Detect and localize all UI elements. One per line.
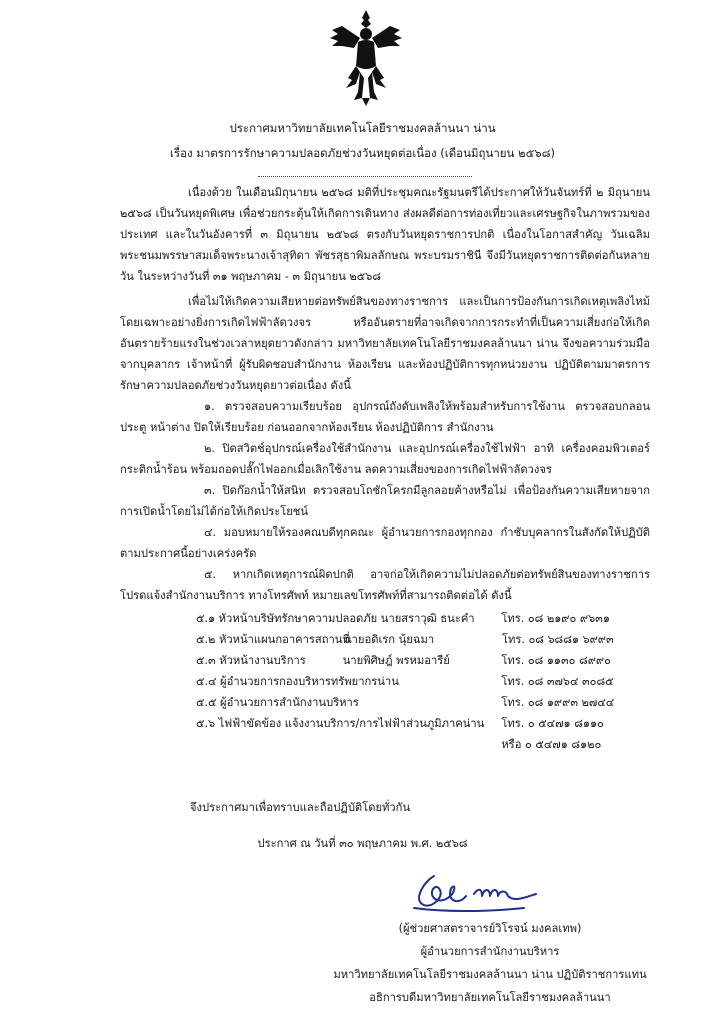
document-subject: เรื่อง มาตรการรักษาความปลอดภัยช่วงวันหยุดต่อเนื่อง (เดือนมิถุนายน ๒๕๖๘) [169, 146, 555, 160]
dotted-divider [258, 176, 472, 177]
announcement-body [120, 182, 650, 755]
contact-row [196, 692, 650, 713]
contact-person: นายพิศิษฎ์ พรหมอารีย์ [342, 654, 450, 667]
announcement-date: ประกาศ ณ วันที่ ๓๐ พฤษภาคม พ.ศ. ๒๕๖๘ [257, 837, 468, 850]
contact-title: ๕.๑ หัวหน้าบริษัทรักษาความปลอดภัย นายสราวุฒิ ธนะคำ [196, 612, 475, 625]
contact-phone: โทร. ๐๘ ๖๘๘๑ ๖๙๙๓ [501, 633, 614, 646]
signer-on-behalf: อธิการบดีมหาวิทยาลัยเทคโนโลยีราชมงคลล้านนา [369, 991, 611, 1004]
contact-row [196, 713, 650, 734]
measure-item-1: ๑. ตรวจสอบความเรียบร้อย อุปกรณ์ถังดับเพลิงให้พร้อมสำหรับการใช้งาน ตรวจสอบกลอนประตู หน้าต่าง ปิดให้เรียบร้อย ก่อนออกจากห้องเรียน ห้องปฏิบัติการ สำนักงาน [120, 400, 650, 434]
contact-title: ๕.๓ หัวหน้างานบริการ [196, 654, 306, 667]
intro-paragraph: เนื่องด้วย ในเดือนมิถุนายน ๒๕๖๘ มติที่ประชุมคณะรัฐมนตรีได้ประกาศให้วันจันทร์ที่ ๒ มิถุนายน ๒๕๖๘ เป็นวันหยุดพิเศษ เพื่อช่วยกระตุ้นให้เกิดการเดินทาง ส่งผลดีต่อการท่องเที่ยวและเศรษฐกิจในภาพรวมของประเทศ และในวันอังคารที่ ๓ มิถุนายน ๒๕๖๘ ตรงกับวันหยุดราชการปกติ เนื่องในโอกาสสำคัญ วันเฉลิมพระชนมพรรษาสมเด็จพระนางเจ้าสุทิดา พัชรสุธาพิมลลักษณ พระบรมราชินี จึงมีวันหยุดราชการติดต่อกันหลายวัน ในระหว่างวันที่ ๓๑ พฤษภาคม - ๓ มิถุนายน ๒๕๖๘ [120, 186, 650, 283]
contact-row [196, 671, 650, 692]
contact-phone: โทร. ๐ ๕๔๗๑ ๘๑๑๐ [501, 717, 604, 730]
contact-phone: หรือ ๐ ๕๔๗๑ ๘๑๒๐ [501, 738, 602, 751]
measure-item-4: ๔. มอบหมายให้รองคณบดีทุกคณะ ผู้อำนวยการกองทุกกอง กำชับบุคลากรในสังกัดให้ปฏิบัติตามประกาศนี้อย่างเคร่งครัด [120, 526, 650, 560]
measure-item-2: ๒. ปิดสวิตช์อุปกรณ์เครื่องใช้สำนักงาน และอุปกรณ์เครื่องใช้ไฟฟ้า อาทิ เครื่องคอมพิวเตอร์ กระติกน้ำร้อน พร้อมถอดปลั๊กไฟออกเมื่อเลิกใช้งาน ลดความเสี่ยงของการเกิดไฟฟ้าลัดวงจร [120, 442, 650, 476]
garuda-emblem-icon [328, 8, 404, 108]
contact-title: ๕.๖ ไฟฟ้าขัดข้อง แจ้งงานบริการ/การไฟฟ้าส่วนภูมิภาคน่าน [196, 717, 485, 730]
contact-phone: โทร. ๐๘ ๓๗๖๔ ๓๐๘๕ [501, 675, 614, 688]
contact-phone: โทร. ๐๘ ๑๑๓๐ ๘๙๙๐ [501, 654, 611, 667]
document-title: ประกาศมหาวิทยาลัยเทคโนโลยีราชมงคลล้านนา น่าน [229, 121, 496, 135]
contact-title: ๕.๔ ผู้อำนวยการกองบริหารทรัพยากรน่าน [196, 675, 399, 688]
contact-row [196, 734, 650, 755]
signature-icon [404, 868, 554, 916]
purpose-paragraph: เพื่อไม่ให้เกิดความเสียหายต่อทรัพย์สินของทางราชการ และเป็นการป้องกันการเกิดเหตุเพลิงไหม้ โดยเฉพาะอย่างยิ่งการเกิดไฟฟ้าลัดวงจร หรืออันตรายที่อาจเกิดจากการกระทำที่เป็นความเสี่ยงก่อให้เกิดอันตรายร้ายแรงในช่วงเวลาหยุดยาวดังกล่าว มหาวิทยาลัยเทคโนโลยีราชมงคลล้านนา น่าน จึงขอความร่วมมือจากบุคลากร เจ้าหน้าที่ ผู้รับผิดชอบสำนักงาน ห้องเรียน และห้องปฏิบัติการทุกหน่วยงาน ปฏิบัติตามมาตรการรักษาความปลอดภัยช่วงวันหยุดยาวต่อเนื่อง ดังนี้ [120, 295, 650, 392]
contact-person: นายอดิเรก นุ้ยฉมา [344, 633, 435, 646]
contact-row [196, 608, 650, 629]
contact-row [196, 629, 650, 650]
contact-phone: โทร. ๐๘ ๑๙๙๓ ๒๗๔๔ [501, 696, 615, 709]
closing-statement: จึงประกาศมาเพื่อทราบและถือปฏิบัติโดยทั่วกัน [190, 801, 411, 814]
contact-list [196, 608, 650, 755]
contact-title [196, 734, 501, 755]
signer-name: (ผู้ช่วยศาสตราจารย์วิโรจน์ มงคลเทพ) [398, 922, 582, 935]
contact-phone: โทร. ๐๘ ๒๑๙๐ ๙๖๓๑ [501, 612, 610, 625]
contact-title: ๕.๕ ผู้อำนวยการสำนักงานบริหาร [196, 696, 359, 709]
measure-item-5: ๕. หากเกิดเหตุการณ์ผิดปกติ อาจก่อให้เกิดความไม่ปลอดภัยต่อทรัพย์สินของทางราชการ โปรดแจ้งสำนักงานบริการ ทางโทรศัพท์ หมายเลขโทรศัพท์ที่สามารถติดต่อได้ ดังนี้ [120, 568, 650, 602]
measure-item-3: ๓. ปิดก๊อกน้ำให้สนิท ตรวจสอบโถชักโครกมีลูกลอยค้างหรือไม่ เพื่อป้องกันความเสียหายจากการเปิดน้ำโดยไม่ได้ก่อให้เกิดประโยชน์ [120, 484, 650, 518]
contact-title: ๕.๒ หัวหน้าแผนกอาคารสถานที่ [196, 633, 350, 646]
contact-row [196, 650, 650, 671]
signer-acting-for: มหาวิทยาลัยเทคโนโลยีราชมงคลล้านนา น่าน ปฏิบัติราชการแทน [333, 968, 647, 981]
signer-position: ผู้อำนวยการสำนักงานบริหาร [420, 945, 560, 958]
